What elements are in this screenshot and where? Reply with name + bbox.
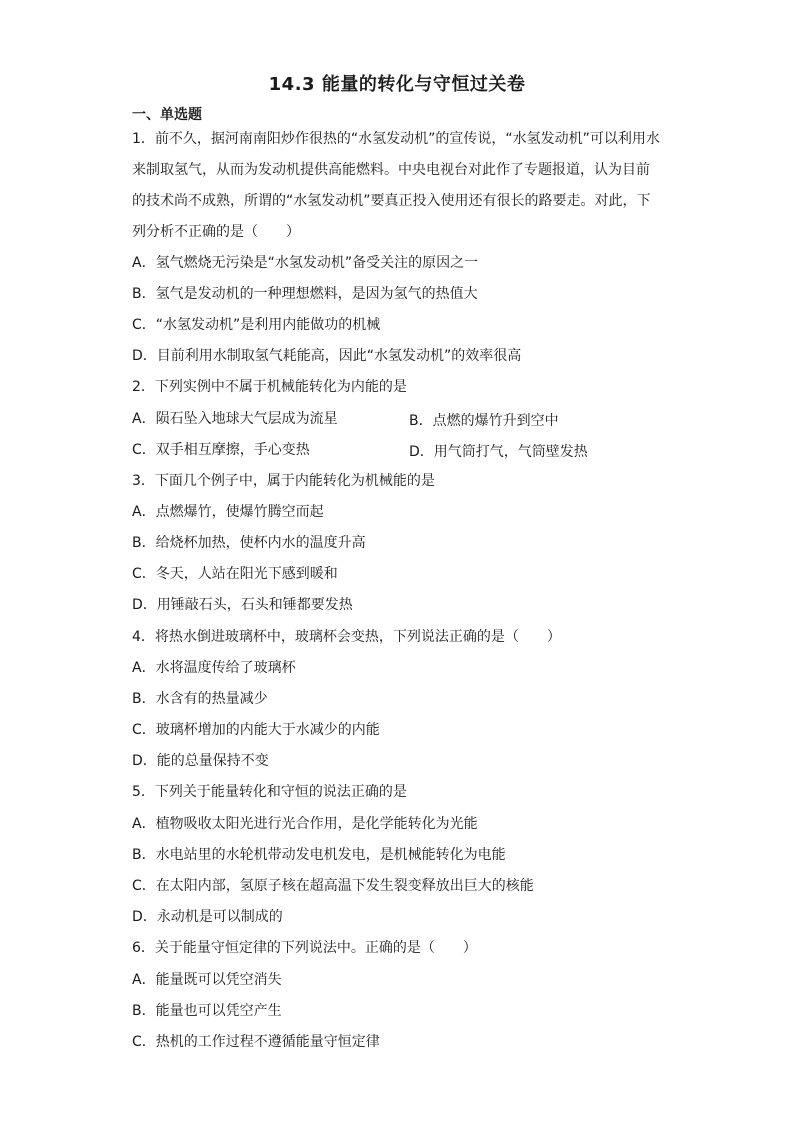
q2-stem: 2．下列实例中不属于机械能转化为内能的是 [132, 379, 407, 395]
q4-option-c: C．玻璃杯增加的内能大于水减少的内能 [132, 722, 380, 738]
q5-option-a: A．植物吸收太阳光进行光合作用，是化学能转化为光能 [132, 816, 478, 832]
q1-stem-line3: 的技术尚不成熟，所谓的“水氢发动机”要真正投入使用还有很长的路要走。对此，下 [132, 193, 651, 209]
q1-stem-line1: 1．前不久，据河南南阳炒作很热的“水氢发动机”的宣传说，“水氢发动机”可以利用水 [132, 131, 660, 147]
q1-option-a: A．氢气燃烧无污染是“水氢发动机”备受关注的原因之一 [132, 255, 479, 271]
q2-option-d: D．用气筒打气，气筒壁发热 [409, 444, 588, 460]
q1-stem-line2: 来制取氢气，从而为发动机提供高能燃料。中央电视台对此作了专题报道，认为目前 [132, 162, 650, 178]
q2-option-b: B．点燃的爆竹升到空中 [409, 413, 559, 429]
section-heading: 一、单选题 [132, 107, 202, 123]
q4-option-d: D．能的总量保持不变 [132, 753, 269, 769]
q5-option-b: B．水电站里的水轮机带动发电机发电，是机械能转化为电能 [132, 847, 506, 863]
q6-option-a: A．能量既可以凭空消失 [132, 972, 282, 988]
q1-option-c: C．“水氢发动机”是利用内能做功的机械 [132, 317, 381, 333]
page-title: 14.3 能量的转化与守恒过关卷 [268, 74, 526, 95]
q1-option-b: B．氢气是发动机的一种理想燃料，是因为氢气的热值大 [132, 286, 478, 302]
q2-option-c: C．双手相互摩擦，手心变热 [132, 442, 310, 458]
q1-option-d: D．目前利用水制取氢气耗能高，因此“水氢发动机”的效率很高 [132, 348, 522, 364]
q6-stem: 6．关于能量守恒定律的下列说法中。正确的是（ ） [132, 940, 477, 956]
q1-stem-line4: 列分析不正确的是（ ） [132, 224, 300, 240]
q3-option-a: A．点燃爆竹，使爆竹腾空而起 [132, 504, 324, 520]
q3-option-d: D．用锤敲石头，石头和锤都要发热 [132, 597, 353, 613]
q5-option-d: D．永动机是可以制成的 [132, 909, 283, 925]
q2-option-a: A．陨石坠入地球大气层成为流星 [132, 411, 338, 427]
q4-stem: 4．将热水倒进玻璃杯中，玻璃杯会变热，下列说法正确的是（ ） [132, 629, 561, 645]
q4-option-b: B．水含有的热量减少 [132, 691, 268, 707]
q5-option-c: C．在太阳内部，氢原子核在超高温下发生裂变释放出巨大的核能 [132, 878, 534, 894]
q3-option-c: C．冬天，人站在阳光下感到暖和 [132, 566, 338, 582]
q3-option-b: B．给烧杯加热，使杯内水的温度升高 [132, 535, 366, 551]
q6-option-c: C．热机的工作过程不遵循能量守恒定律 [132, 1034, 380, 1050]
q5-stem: 5．下列关于能量转化和守恒的说法正确的是 [132, 784, 407, 800]
q3-stem: 3．下面几个例子中，属于内能转化为机械能的是 [132, 473, 435, 489]
q4-option-a: A．水将温度传给了玻璃杯 [132, 660, 296, 676]
q6-option-b: B．能量也可以凭空产生 [132, 1003, 282, 1019]
